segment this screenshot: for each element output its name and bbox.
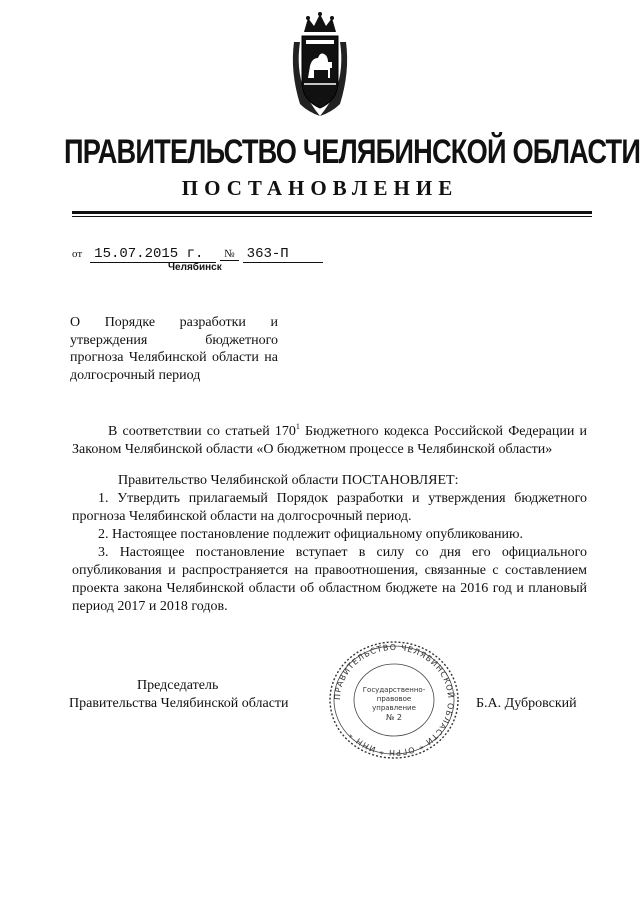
body-paragraph-5: 3. Настоящее постановление вступает в силу со дня его официального опубликования и распространяется на правоотношения, связанные с составлением проекта закона Челябинской области об областном бюджете на 2016 год и плановый период 2017 и 2018 годов. xyxy=(72,545,587,614)
header-rule-thin xyxy=(72,216,592,217)
body-paragraph-3: 1. Утвердить прилагаемый Порядок разработки и утверждения бюджетного прогноза Челябинской области на долгосрочный период. xyxy=(72,491,587,524)
header-rule-thick xyxy=(72,211,592,214)
date-number-line xyxy=(72,244,323,262)
number-label: № xyxy=(220,248,239,261)
svg-text:Государственно-: Государственно- xyxy=(362,686,426,694)
svg-text:№ 2: № 2 xyxy=(386,713,402,722)
svg-text:управление: управление xyxy=(372,704,416,712)
coat-of-arms-emblem xyxy=(288,12,352,120)
signatory-title-line2: Правительства Челябинской области xyxy=(69,696,289,711)
body-paragraph-2: Правительство Челябинской области ПОСТАНОВЛЯЕТ: xyxy=(118,473,459,488)
document-subject: О Порядке разработки и утверждения бюджетного прогноза Челябинской области на долгосрочный период xyxy=(70,315,278,383)
signatory-title-line1: Председатель xyxy=(137,678,219,693)
svg-text:ПРАВИТЕЛЬСТВО ЧЕЛЯБИНСКОЙ ОБЛА: ПРАВИТЕЛЬСТВО ЧЕЛЯБИНСКОЙ ОБЛАСТИ * ОГРН * ИНН * xyxy=(332,642,456,758)
organization-title: ПРАВИТЕЛЬСТВО ЧЕЛЯБИНСКОЙ ОБЛАСТИ xyxy=(64,133,640,171)
svg-text:правовое: правовое xyxy=(376,695,412,703)
body-paragraph-1: В соответствии со статьей $170^1$ Бюджетного кодекса Российской Федерации и Законом Челябинской области «О бюджетном процессе в Челябинской области» xyxy=(72,422,587,457)
document-number: 363-П xyxy=(243,246,323,263)
body-paragraph-4: 2. Настоящее постановление подлежит официальному опубликованию. xyxy=(98,527,523,542)
signatory-name: Б.А. Дубровский xyxy=(476,696,577,711)
city-label: Челябинск xyxy=(168,262,222,273)
document-date: 15.07.2015 г. xyxy=(90,246,216,263)
from-label: от xyxy=(72,248,83,260)
official-stamp-seal xyxy=(324,640,464,760)
document-type: ПОСТАНОВЛЕНИЕ xyxy=(181,176,459,200)
